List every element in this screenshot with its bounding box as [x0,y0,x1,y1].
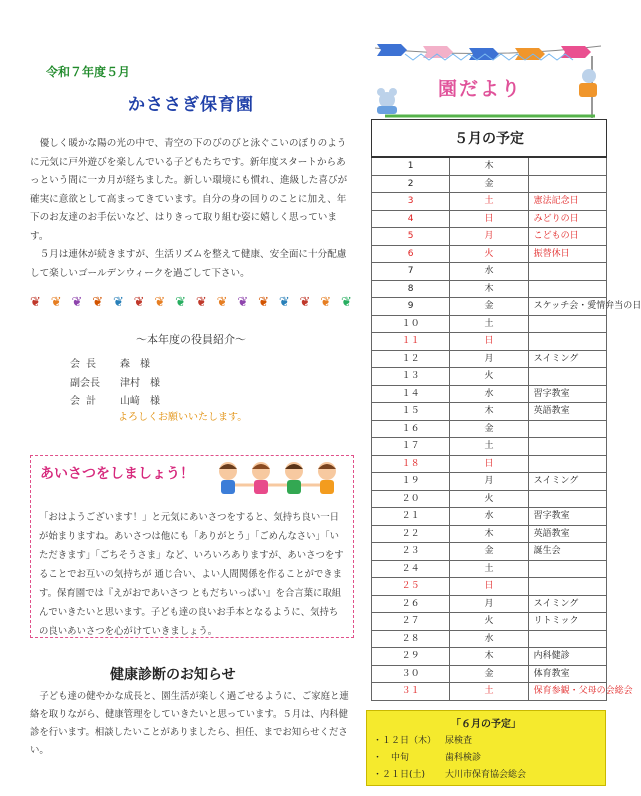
greeting-box [30,455,354,638]
children-holding-hands-icon [211,459,345,501]
schedule-row [372,280,607,298]
flag-garland-icon: ❦ [320,294,332,310]
schedule-weekday: 金 [450,298,528,316]
schedule-event: 誕生会 [528,543,606,561]
schedule-event: リトミック [528,613,606,631]
schedule-weekday: 金 [450,175,528,193]
june-event: 歯科検診 [445,753,482,763]
schedule-day: １８ [372,455,450,473]
schedule-row [372,630,607,648]
schedule-weekday: 火 [450,613,528,631]
schedule-weekday: 土 [450,560,528,578]
schedule-event [528,438,606,456]
flag-garland [30,291,352,313]
schedule-row [372,263,607,281]
schedule-row [372,490,607,508]
schedule-event [528,280,606,298]
schedule-weekday: 火 [450,368,528,386]
schedule-row [372,350,607,368]
officer-name: 津村 様 [120,378,160,389]
schedule-day: 8 [372,280,450,298]
schedule-weekday: 木 [450,525,528,543]
schedule-event [528,263,606,281]
schedule-weekday: 木 [450,648,528,666]
schedule-day: １０ [372,315,450,333]
flag-garland-icon: ❦ [175,294,187,310]
schedule-day: 7 [372,263,450,281]
greeting-text [39,508,347,641]
schedule-day: ２３ [372,543,450,561]
schedule-row [372,193,607,211]
issue-label: 令和７年度５月 [46,65,131,79]
schedule-weekday: 水 [450,508,528,526]
schedule-event [528,157,606,175]
officer-name: 山﨑 様 [120,396,160,407]
schedule-weekday: 木 [450,280,528,298]
schedule-day: ３０ [372,665,450,683]
school-name: かささぎ保育園 [128,95,254,115]
health-text [30,688,352,760]
schedule-weekday: 火 [450,245,528,263]
schedule-row [372,210,607,228]
schedule-day: ２４ [372,560,450,578]
schedule-day: 4 [372,210,450,228]
schedule-day: ２５ [372,578,450,596]
schedule-event [528,455,606,473]
schedule-row [372,613,607,631]
schedule-weekday: 月 [450,350,528,368]
schedule-day: 5 [372,228,450,246]
schedule-weekday: 木 [450,157,528,175]
schedule-event: 内科健診 [528,648,606,666]
schedule-row [372,665,607,683]
schedule-weekday: 金 [450,665,528,683]
june-event: 尿検査 [445,736,473,746]
schedule-event: 英語教室 [528,403,606,421]
schedule-event: スイミング [528,473,606,491]
schedule-event [528,490,606,508]
schedule-row [372,473,607,491]
flag-garland-icon: ❦ [278,294,290,310]
schedule-event: こどもの日 [528,228,606,246]
june-date: ・２１日(土) [373,770,426,780]
schedule-day: 9 [372,298,450,316]
schedule-event: 保育参観・父母の会総会 [528,683,606,701]
officer-role: 会長 [70,359,102,370]
greeting-paragraph: 「おはようございます！」と元気にあいさつをすると、気持ち良い一日が始まりますね。あいさつは他にも「ありがとう」「ごめんなさい」「いただきます」「ごちそうさま」など、いろいろありますが、あいさつをすることでお互いの気持ちが 通じ合い、よい人間関係を作ることができます。保育園では『えがおであいさつ ともだちいっぱい』を合言葉に取組んでいきたいと思います。子ども達の良いお手本となるように、気持ちの良いあいさつを心がけていきましょう。 [39,512,344,637]
flag-garland-icon: ❦ [50,294,62,310]
schedule-event: 習字教室 [528,508,606,526]
schedule-row [372,403,607,421]
schedule-day: 6 [372,245,450,263]
schedule-day: ２７ [372,613,450,631]
schedule-weekday: 水 [450,385,528,403]
schedule-day: ２１ [372,508,450,526]
schedule-event: 憲法記念日 [528,193,606,211]
officer-name: 森 様 [120,359,150,370]
schedule-day: １９ [372,473,450,491]
schedule-event: 習字教室 [528,385,606,403]
schedule-day: ２８ [372,630,450,648]
schedule-row [372,525,607,543]
june-item [373,767,526,780]
banner-title: 園だより [438,78,523,100]
schedule-weekday: 月 [450,595,528,613]
schedule-day: ２９ [372,648,450,666]
schedule-day: １７ [372,438,450,456]
schedule-weekday: 日 [450,333,528,351]
june-plans-box [366,710,606,786]
schedule-event [528,560,606,578]
schedule-weekday: 水 [450,263,528,281]
june-date: ・ 中旬 [373,753,410,763]
june-item [373,733,472,746]
schedule-weekday: 金 [450,420,528,438]
flag-garland-icon: ❦ [154,294,166,310]
schedule-day: ２２ [372,525,450,543]
schedule-weekday: 水 [450,630,528,648]
schedule-row [372,420,607,438]
flag-garland-icon: ❦ [133,294,145,310]
officers-title: ～本年度の役員紹介～ [136,333,246,346]
schedule-row [372,455,607,473]
flag-garland-icon: ❦ [30,294,41,310]
schedule-event: スイミング [528,350,606,368]
schedule-row [372,157,607,175]
schedule-day: 1 [372,157,450,175]
health-paragraph: 子ども達の健やかな成長と、園生活が楽しく過ごせるように、ご家庭と連絡を取りながら、健康管理をしていきたいと思っています。５月は、内科健診を行います。相談したいことがありましたら、担任、までお知らせください。 [30,691,349,756]
schedule-weekday: 日 [450,210,528,228]
schedule-day: 2 [372,175,450,193]
officer-row [70,392,270,406]
flag-garland-icon: ❦ [195,294,207,310]
flag-garland-icon: ❦ [237,294,249,310]
schedule-row [372,438,607,456]
schedule-day: １３ [372,368,450,386]
greeting-title: あいさつをしましょう！ [40,466,194,482]
schedule-row [372,385,607,403]
schedule-title: ５月の予定 [372,120,607,158]
schedule-body [372,157,641,700]
schedule-row [372,648,607,666]
schedule-row [372,315,607,333]
officer-row [70,355,270,369]
schedule-row [372,298,607,316]
schedule-weekday: 土 [450,315,528,333]
intro-text [30,135,352,283]
flag-garland-icon: ❦ [112,294,124,310]
schedule-event [528,578,606,596]
officer-role: 会計 [70,396,102,407]
schedule-event [528,420,606,438]
schedule-event [528,175,606,193]
flag-garland-icon: ❦ [258,294,269,310]
schedule-event [528,333,606,351]
schedule-row [372,508,607,526]
schedule-day: １２ [372,350,450,368]
schedule-row [372,333,607,351]
schedule-event: スケッチ会・愛情弁当の日 [528,298,606,316]
flag-garland-icon: ❦ [299,294,311,310]
schedule-event [528,630,606,648]
schedule-row [372,560,607,578]
schedule-weekday: 土 [450,683,528,701]
schedule-row [372,543,607,561]
officer-row [70,374,270,388]
schedule-day: １４ [372,385,450,403]
schedule-event: 体育教室 [528,665,606,683]
june-title: 「６月の予定」 [451,719,521,730]
schedule-event [528,368,606,386]
schedule-day: ２６ [372,595,450,613]
schedule-row [372,578,607,596]
june-item [373,750,481,763]
schedule-weekday: 火 [450,490,528,508]
flag-garland-icon: ❦ [92,294,104,310]
flag-garland-icon: ❦ [216,294,228,310]
schedule-weekday: 金 [450,543,528,561]
schedule-row [372,683,607,701]
schedule-weekday: 月 [450,473,528,491]
schedule-day: ３１ [372,683,450,701]
officers-regards: よろしくお願いいたします。 [118,412,248,423]
schedule-row [372,245,607,263]
intro-paragraph-1: 優しく暖かな陽の光の中で、青空の下のびのびと泳ぐこいのぼりのように元気に戸外遊びを楽しんでいる子どもたちです。新年度スタートからあっという間に一カ月が経ちました。新しい環境にも慣れ、進級した喜びが確実に意欲として高まってきています。自分の身の回りのことに加え、年下のお友達のお手伝いなど、はりきって取り組む姿に嬉しく思っています。 [30,138,348,242]
intro-paragraph-2: ５月は連休が続きますが、生活リズムを整えて健康、安全面に十分配慮して楽しいゴールデンウィークを過ごして下さい。 [30,249,347,279]
schedule-row [372,228,607,246]
schedule-day: １１ [372,333,450,351]
may-schedule-table [371,119,641,701]
schedule-row [372,595,607,613]
schedule-weekday: 木 [450,403,528,421]
schedule-event: みどりの日 [528,210,606,228]
health-title: 健康診断のお知らせ [110,667,236,683]
schedule-event [528,315,606,333]
june-event: 大川市保育協会総会 [445,770,527,780]
schedule-weekday: 日 [450,455,528,473]
schedule-row [372,175,607,193]
schedule-day: ２０ [372,490,450,508]
officer-role: 副会長 [70,378,100,389]
flag-garland-icon: ❦ [71,294,83,310]
schedule-event: 英語教室 [528,525,606,543]
schedule-row [372,368,607,386]
flag-garland-icon: ❦ [341,294,352,310]
schedule-event: スイミング [528,595,606,613]
june-date: ・１２日（木） [373,736,437,746]
schedule-weekday: 月 [450,228,528,246]
schedule-day: １５ [372,403,450,421]
schedule-day: 3 [372,193,450,211]
schedule-weekday: 土 [450,438,528,456]
schedule-weekday: 土 [450,193,528,211]
schedule-day: １６ [372,420,450,438]
schedule-event: 振替休日 [528,245,606,263]
schedule-weekday: 日 [450,578,528,596]
